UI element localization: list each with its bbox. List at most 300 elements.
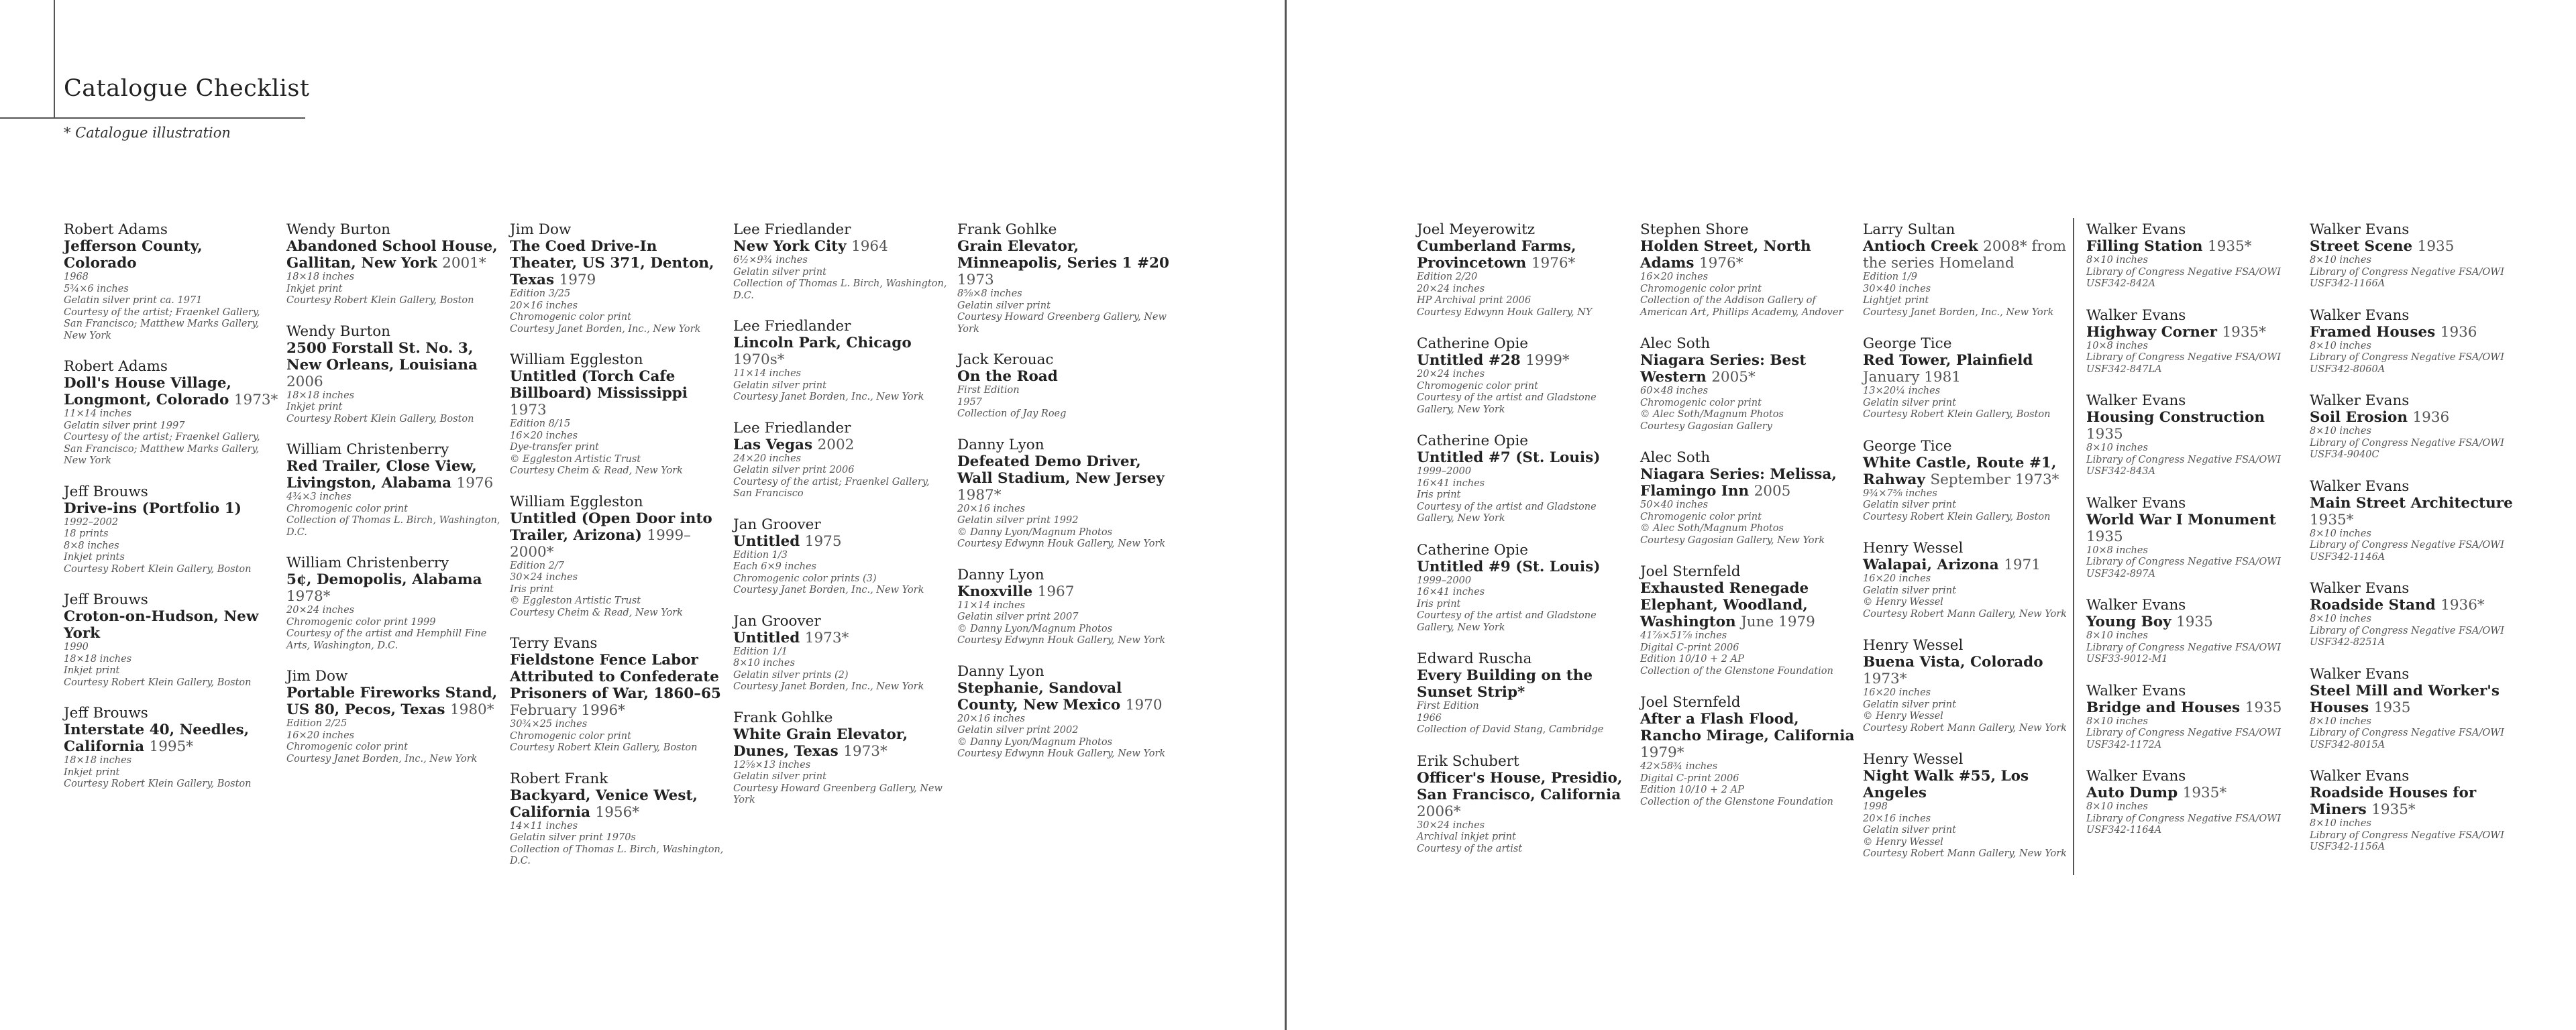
checklist-entry [1640,221,1855,319]
artwork-detail: 9¾×7⅝ inches [1863,488,1937,499]
artist-name: Lee Friedlander [733,318,851,335]
artwork-detail: Courtesy Janet Borden, Inc., New York [510,323,701,335]
artist-name: Henry Wessel [1863,637,1964,654]
artwork-detail: 5¾×6 inches [64,283,129,294]
artwork-date: 2005 [1754,483,1791,500]
artwork-detail: USF342-843A [2086,466,2155,477]
artwork-title: Roadside Stand 1936* [2310,597,2485,614]
artwork-detail: USF342-8251A [2310,637,2385,648]
artwork-detail: USF342-8060A [2310,363,2385,375]
artist-name: Robert Adams [64,221,168,238]
artwork-title: Night Walk #55, Los Angeles [1863,768,2029,801]
checklist-entry [1640,563,1855,677]
artwork-title: Abandoned School House, Gallitan, New York 2001* [286,238,498,272]
checklist-entry [733,709,948,807]
artwork-title: Untitled #28 1999* [1417,352,1570,369]
artwork-detail: Edition 1/9 [1863,272,1917,282]
artwork-detail: 30×40 inches [1863,283,1931,294]
checklist-entry [733,221,948,302]
artist-name: Stephen Shore [1640,221,1749,238]
artwork-detail: 8×10 inches [2086,255,2148,266]
artist-name: Lee Friedlander [733,419,851,437]
artwork-date: 1935 [2086,426,2123,443]
artwork-detail: 8×10 inches [2310,340,2371,351]
artwork-detail: Gelatin silver print [733,771,826,782]
artwork-date: 1979* [1640,744,1684,761]
artwork-title: Highway Corner 1935* [2086,323,2266,341]
artwork-detail: 60×48 inches [1640,386,1709,396]
artwork-detail: Chromogenic color print 1999 [286,616,436,628]
artwork-detail: 8×8 inches [64,540,119,551]
checklist-entry [2086,683,2301,752]
artwork-detail: Library of Congress Negative FSA/OWI [2086,813,2281,824]
artwork-detail: Courtesy Janet Borden, Inc., New York [733,392,924,402]
artwork-detail: Edition 1/3 [733,549,788,561]
checklist-column-2 [286,221,501,781]
artwork-detail: Gelatin silver prints (2) [733,669,849,681]
artwork-detail: USF342-1172A [2086,739,2162,750]
artwork-detail: 18 prints [64,528,109,539]
artwork-detail: 16×41 inches [1417,587,1485,597]
artist-name: Henry Wessel [1863,751,1964,768]
artwork-detail: USF34-9040C [2310,449,2379,460]
artwork-date: 1935* [2371,801,2416,818]
checklist-entry [957,437,1172,551]
artwork-detail: Library of Congress Negative FSA/OWI [2086,352,2281,363]
artwork-date: 1973 [510,402,547,418]
artist-name: Walker Evans [2310,221,2410,238]
artwork-date: 1999–2000* [510,526,691,561]
artwork-detail: Courtesy Robert Klein Gallery, Boston [1863,409,2051,420]
checklist-entry [957,567,1172,647]
checklist-entry [510,770,724,868]
artist-name: Edward Ruscha [1417,650,1532,667]
artwork-detail: Collection of the Addison Gallery of American Art, Phillips Academy, Andover [1640,295,1843,318]
artwork-title: Niagara Series: Melissa, Flamingo Inn 2005 [1640,466,1837,500]
artwork-date: 1935 [2373,699,2411,716]
artwork-detail: Chromogenic color print [1640,283,1762,294]
artist-name: Danny Lyon [957,436,1044,453]
artwork-detail: 1999–2000 [1417,466,1472,477]
artwork-title: Untitled 1973* [733,629,849,646]
artwork-detail: 18×18 inches [286,390,355,401]
artwork-date: 1935* [2310,511,2354,528]
artwork-title: Defeated Demo Driver, Wall Stadium, New Jersey 1987* [957,453,1165,504]
artwork-detail: 30×24 inches [510,572,578,583]
artwork-detail: Library of Congress Negative FSA/OWI [2086,454,2281,465]
artwork-detail: 16×20 inches [1863,687,1931,698]
artwork-title: Bridge and Houses 1935 [2086,699,2282,716]
artist-name: Catherine Opie [1417,433,1529,449]
artist-name: Jeff Brouws [64,705,148,722]
artwork-detail: Gelatin silver print ca. 1971 [64,295,203,306]
artwork-detail: Courtesy Janet Borden, Inc., New York [286,753,478,764]
artist-name: Danny Lyon [957,663,1044,680]
artwork-title: Soil Erosion 1936 [2310,409,2450,426]
artwork-detail: Library of Congress Negative FSA/OWI [2086,266,2281,278]
artwork-title: Walapai, Arizona 1971 [1863,557,2041,573]
artwork-detail: Courtesy Robert Mann Gallery, New York [1863,722,2067,734]
artwork-detail: Archival inkjet print [1417,832,1516,842]
artwork-detail: 8×10 inches [2310,818,2371,829]
artwork-detail: Library of Congress Negative FSA/OWI [2310,437,2504,449]
artwork-detail: Gelatin silver print [1863,825,1956,836]
artwork-detail: Courtesy of the artist and Hemphill Fine Arts, Washington, D.C. [286,628,487,651]
artwork-title: 5¢, Demopolis, Alabama 1978* [286,571,482,605]
artwork-detail: Courtesy Robert Klein Gallery, Boston [64,779,252,789]
checklist-entry [733,516,948,597]
artwork-detail: Library of Congress Negative FSA/OWI [2310,352,2504,363]
artwork-detail: Courtesy Edwynn Houk Gallery, New York [957,538,1166,549]
artwork-detail: Courtesy of the artist; Fraenkel Gallery, San Francisco; Matthew Marks Gallery, New York [64,306,260,341]
artist-name: William Christenberry [286,555,449,571]
checklist-entry [286,441,501,538]
artwork-detail: Gelatin silver print [1863,585,1956,596]
artwork-detail: Courtesy Howard Greenberg Gallery, New York [733,783,943,805]
artwork-detail: Digital C-print 2006 [1640,642,1739,653]
artist-name: Walker Evans [2086,597,2186,614]
artwork-title: Officer's House, Presidio, San Francisco, California 2006* [1417,769,1623,820]
artwork-detail: Edition 10/10 + 2 AP [1640,785,1744,795]
artwork-detail: Edition 8/15 [510,418,571,429]
artwork-detail: Chromogenic color print [286,503,408,514]
checklist-entry [286,668,501,765]
artwork-detail: Courtesy Robert Mann Gallery, New York [1863,608,2067,620]
artwork-date: 1976 [456,475,494,492]
artwork-detail: Iris print [1417,598,1461,610]
artwork-detail: Chromogenic color print [286,742,408,752]
artwork-detail: Library of Congress Negative FSA/OWI [2086,728,2281,738]
artwork-detail: Courtesy Janet Borden, Inc., New York [733,681,924,692]
artwork-detail: First Edition [1417,701,1479,711]
artwork-date: 1973* [843,742,888,760]
artwork-detail: Iris print [510,583,554,595]
artwork-detail: 10×8 inches [2086,340,2148,351]
checklist-entry [1417,335,1631,416]
artwork-title: Red Tower, Plainfield January 1981 [1863,352,2033,386]
artwork-date: 2002 [817,436,855,453]
artwork-detail: 13×20¼ inches [1863,386,1941,396]
artwork-detail: Library of Congress Negative FSA/OWI [2310,829,2504,841]
artwork-date: September 1973* [1930,471,2059,488]
artwork-detail: Courtesy Cheim & Read, New York [510,465,683,476]
artwork-detail: 1992–2002 [64,516,119,528]
artwork-detail: Each 6×9 inches [733,561,816,572]
checklist-column-3 [510,221,724,884]
artwork-detail: Courtesy Howard Greenberg Gallery, New York [957,312,1167,335]
artwork-detail: Courtesy Robert Klein Gallery, Boston [1863,511,2051,522]
artwork-date: 1935 [2176,614,2213,630]
artwork-detail: Collection of David Stang, Cambridge [1417,724,1604,735]
checklist-entry [733,318,948,404]
artist-name: George Tice [1863,335,1952,352]
checklist-entry [2310,768,2524,854]
artist-name: George Tice [1863,437,1952,455]
checklist-entry [733,420,948,500]
checklist-column-4 [733,221,948,823]
artwork-title: Doll's House Village, Longmont, Colorado 1973* [64,375,278,408]
checklist-entry [2086,307,2301,376]
checklist-entry [1417,542,1631,634]
artwork-title: Framed Houses 1936 [2310,323,2477,341]
artwork-detail: USF33-9012-M1 [2086,654,2168,665]
checklist-entry [286,555,501,652]
artwork-detail: Gelatin silver print 2007 [957,612,1079,622]
artwork-date: 1935 [2245,699,2282,716]
artwork-date: 1995* [149,738,193,755]
checklist-entry [1417,221,1631,319]
artwork-detail: Courtesy of the artist; Fraenkel Gallery, San Francisco [733,476,930,499]
artwork-detail: USF342-1146A [2310,551,2385,563]
artwork-detail: 11×14 inches [957,599,1026,611]
page-gutter-rule [1285,0,1287,1030]
artwork-detail: 24×20 inches [733,453,802,464]
artwork-detail: 1990 [64,642,89,652]
artwork-detail: Courtesy Robert Mann Gallery, New York [1863,848,2067,859]
artwork-detail: Courtesy Edwynn Houk Gallery, NY [1417,306,1593,318]
artwork-detail: First Edition [957,385,1020,396]
artwork-detail: Inkjet print [64,665,120,676]
artwork-detail: Gelatin silver print [957,300,1051,311]
artwork-date: 1935 [2086,528,2123,545]
artwork-detail: Chromogenic color prints (3) [733,573,877,584]
artwork-detail: Edition 1/1 [733,646,788,657]
checklist-entry [1640,449,1855,547]
artwork-detail: USF342-1156A [2310,842,2385,852]
artwork-detail: USF342-1166A [2310,278,2385,289]
artwork-date: 1956* [595,803,639,821]
artwork-detail: © Alec Soth/Magnum Photos [1640,409,1784,420]
page-title: Catalogue Checklist [64,75,310,102]
checklist-entry [2310,666,2524,752]
artwork-detail: Chromogenic color print [510,730,631,742]
artist-name: William Eggleston [510,351,643,368]
artwork-date: 1964 [851,238,888,255]
artwork-detail: Courtesy of the artist and Gladstone Gallery, New York [1417,610,1597,633]
artwork-detail: © Danny Lyon/Magnum Photos [957,623,1113,634]
checklist-entry [1863,751,2078,860]
artist-name: Jan Groover [733,612,821,630]
artist-name: Frank Gohlke [957,221,1057,238]
artwork-detail: HP Archival print 2006 [1417,295,1532,306]
artist-name: Larry Sultan [1863,221,1955,238]
artwork-detail: Library of Congress Negative FSA/OWI [2310,728,2504,738]
artist-name: Walker Evans [2310,392,2410,409]
artwork-detail: 8×10 inches [2086,801,2148,812]
artwork-detail: 30×24 inches [1417,819,1485,831]
artwork-detail: Gelatin silver print [733,380,826,391]
artwork-detail: Chromogenic color print [1417,380,1538,392]
artwork-title: Housing Construction 1935 [2086,409,2265,443]
artwork-detail: Digital C-print 2006 [1640,772,1739,784]
artwork-detail: Courtesy of the artist and Gladstone Gallery, New York [1417,501,1597,524]
artwork-title: Untitled #9 (St. Louis) [1417,558,1601,575]
artwork-title: Untitled 1975 [733,532,842,550]
checklist-entry [957,221,1172,335]
artwork-detail: Gelatin silver print [1863,699,1956,710]
artwork-detail: Courtesy Robert Klein Gallery, Boston [510,742,698,753]
artwork-detail: 1998 [1863,801,1888,812]
artwork-date: 2006 [286,373,323,390]
checklist-entry [1417,650,1631,736]
artist-name: Walker Evans [2310,665,2410,683]
artwork-detail: Collection of the Glenstone Foundation [1640,665,1833,677]
artwork-detail: 20×24 inches [1417,369,1485,380]
artwork-detail: © Henry Wessel [1863,597,1943,608]
artwork-detail: Gelatin silver print 2006 [733,465,855,475]
artwork-date: 1936* [2440,597,2485,614]
artist-name: Jeff Brouws [64,483,148,500]
artist-name: Catherine Opie [1417,335,1529,352]
artwork-date: 1973* [804,629,849,646]
artist-name: Walker Evans [2086,494,2186,512]
artwork-detail: 8×10 inches [2310,716,2371,727]
artwork-date: 1935* [2182,785,2227,801]
checklist-entry [510,351,724,477]
artwork-title: Young Boy 1935 [2086,614,2213,630]
artwork-date: 1976* [1531,255,1576,272]
checklist-entry [957,663,1172,760]
artwork-detail: 8×10 inches [2310,528,2371,539]
artwork-detail: 8×10 inches [2310,614,2371,624]
artwork-detail: 8×10 inches [2086,443,2148,453]
artwork-date: February 1996* [510,702,625,719]
artist-name: Jan Groover [733,516,821,533]
artwork-detail: 20×16 inches [1863,813,1931,824]
artwork-date: 1970s* [733,351,785,368]
artwork-title: After a Flash Flood, Rancho Mirage, California 1979* [1640,711,1855,761]
artwork-date: 1935* [2222,323,2266,341]
checklist-entry [1863,540,2078,620]
artwork-title: Every Building on the Sunset Strip* [1417,667,1593,701]
artwork-title: Buena Vista, Colorado 1973* [1863,654,2043,687]
artwork-detail: Inkjet print [64,766,120,778]
checklist-entry [733,613,948,693]
checklist-entry [2310,580,2524,649]
artwork-title: Drive-ins (Portfolio 1) [64,500,241,517]
artwork-detail: Courtesy Edwynn Houk Gallery, New York [957,748,1166,759]
artwork-detail: Edition 3/25 [510,288,571,299]
artwork-detail: 18×18 inches [64,653,132,665]
artwork-detail: Collection of Thomas L. Birch, Washington, D.C. [733,278,947,301]
artwork-date: 1975 [804,532,842,550]
artwork-title: Jefferson County, Colorado [64,238,203,272]
artwork-detail: 16×20 inches [1863,573,1931,584]
artwork-date: 1976* [1699,255,1743,272]
artwork-detail: Edition 2/25 [286,718,347,729]
artwork-detail: Library of Congress Negative FSA/OWI [2310,266,2504,278]
artwork-detail: Courtesy Janet Borden, Inc., New York [1863,306,2054,318]
artwork-detail: Dye-transfer print [510,442,599,453]
artwork-title: The Coed Drive-In Theater, US 371, Denton, Texas 1979 [510,238,714,288]
artwork-date: 2006* [1417,803,1461,820]
artwork-detail: Collection of Thomas L. Birch, Washington, D.C. [286,515,500,538]
catalogue-illustration-legend: * Catalogue illustration [64,125,231,141]
checklist-entry [510,635,724,754]
artwork-detail: 20×16 inches [957,503,1026,514]
artist-name: Walker Evans [2310,768,2410,785]
artwork-detail: 20×16 inches [510,300,578,311]
artwork-detail: Courtesy Robert Klein Gallery, Boston [64,677,252,688]
artwork-detail: 8⅝×8 inches [957,288,1022,299]
artwork-detail: 8×10 inches [2086,630,2148,641]
artwork-detail: Courtesy Robert Klein Gallery, Boston [286,295,474,306]
artwork-date: 1970 [1125,696,1163,713]
artwork-detail: Gelatin silver print [1863,500,1956,510]
artwork-title: Backyard, Venice West, California 1956* [510,787,698,821]
artwork-detail: 8×10 inches [2310,426,2371,437]
artwork-detail: 41⅞×51⅞ inches [1640,630,1727,641]
artwork-title: Untitled (Open Door into Trailer, Arizona) 1999–2000* [510,510,712,561]
artwork-detail: Library of Congress Negative FSA/OWI [2086,642,2281,653]
artwork-title: Cumberland Farms, Provincetown 1976* [1417,238,1576,272]
artwork-date: 1999* [1525,352,1570,369]
artwork-detail: Courtesy of the artist; Fraenkel Gallery, San Francisco; Matthew Marks Gallery, New York [64,432,260,466]
artist-name: Walker Evans [2086,221,2186,238]
artist-name: Joel Meyerowitz [1417,221,1536,238]
artist-name: Robert Adams [64,358,168,375]
artwork-detail: 8×10 inches [2086,716,2148,727]
artwork-detail: USF342-8015A [2310,739,2385,750]
artist-name: Henry Wessel [1863,540,1964,557]
artwork-title: World War I Monument 1935 [2086,511,2276,545]
artwork-detail: Chromogenic color print [510,312,631,323]
artwork-detail: Gelatin silver print 2002 [957,725,1079,736]
artwork-title: Stephanie, Sandoval County, New Mexico 1970 [957,679,1163,713]
artist-name: Jim Dow [286,668,348,685]
artwork-detail: 16×20 inches [1640,272,1709,282]
checklist-entry [957,351,1172,420]
artist-name: Frank Gohlke [733,709,833,726]
artwork-detail: Courtesy Gagosian Gallery, New York [1640,534,1825,546]
artwork-title: Portable Fireworks Stand, US 80, Pecos, Texas 1980* [286,685,498,718]
artwork-detail: 10×8 inches [2086,545,2148,556]
artwork-detail: © Henry Wessel [1863,711,1943,722]
artist-name: Wendy Burton [286,323,391,340]
checklist-entry [2086,495,2301,581]
artwork-detail: Chromogenic color print [1640,397,1762,408]
artwork-detail: Inkjet print [286,283,343,294]
artwork-detail: 1957 [957,396,982,408]
artwork-detail: Collection of the Glenstone Foundation [1640,796,1833,807]
checklist-column-6 [1417,221,1631,872]
checklist-entry [2310,392,2524,461]
artwork-detail: Gelatin silver print [1863,397,1956,408]
artwork-detail: Inkjet print [286,402,343,412]
checklist-entry [2086,392,2301,478]
artwork-detail: 16×41 inches [1417,477,1485,489]
artwork-detail: 18×18 inches [64,755,132,766]
artwork-date: 1973 [957,272,994,288]
checklist-column-1 [64,221,278,807]
artwork-detail: 1968 [64,272,89,282]
artwork-detail: Gelatin silver print [733,266,826,278]
artwork-detail: Lightjet print [1863,295,1929,306]
artwork-date: 2005* [1711,369,1756,386]
artwork-detail: Library of Congress Negative FSA/OWI [2086,557,2281,567]
artwork-detail: Collection of Jay Roeg [957,408,1067,419]
checklist-entry [510,494,724,620]
checklist-entry [1417,753,1631,856]
checklist-entry [1863,335,2078,421]
artwork-detail: Gelatin silver print 1970s [510,832,636,843]
artwork-detail: Chromogenic color print [1640,511,1762,522]
artwork-detail: Courtesy of the artist and Gladstone Gallery, New York [1417,392,1597,415]
left-margin-rule [54,0,55,118]
checklist-entry [2310,221,2524,290]
artwork-detail: © Alec Soth/Magnum Photos [1640,523,1784,534]
checklist-entry [1640,335,1855,433]
